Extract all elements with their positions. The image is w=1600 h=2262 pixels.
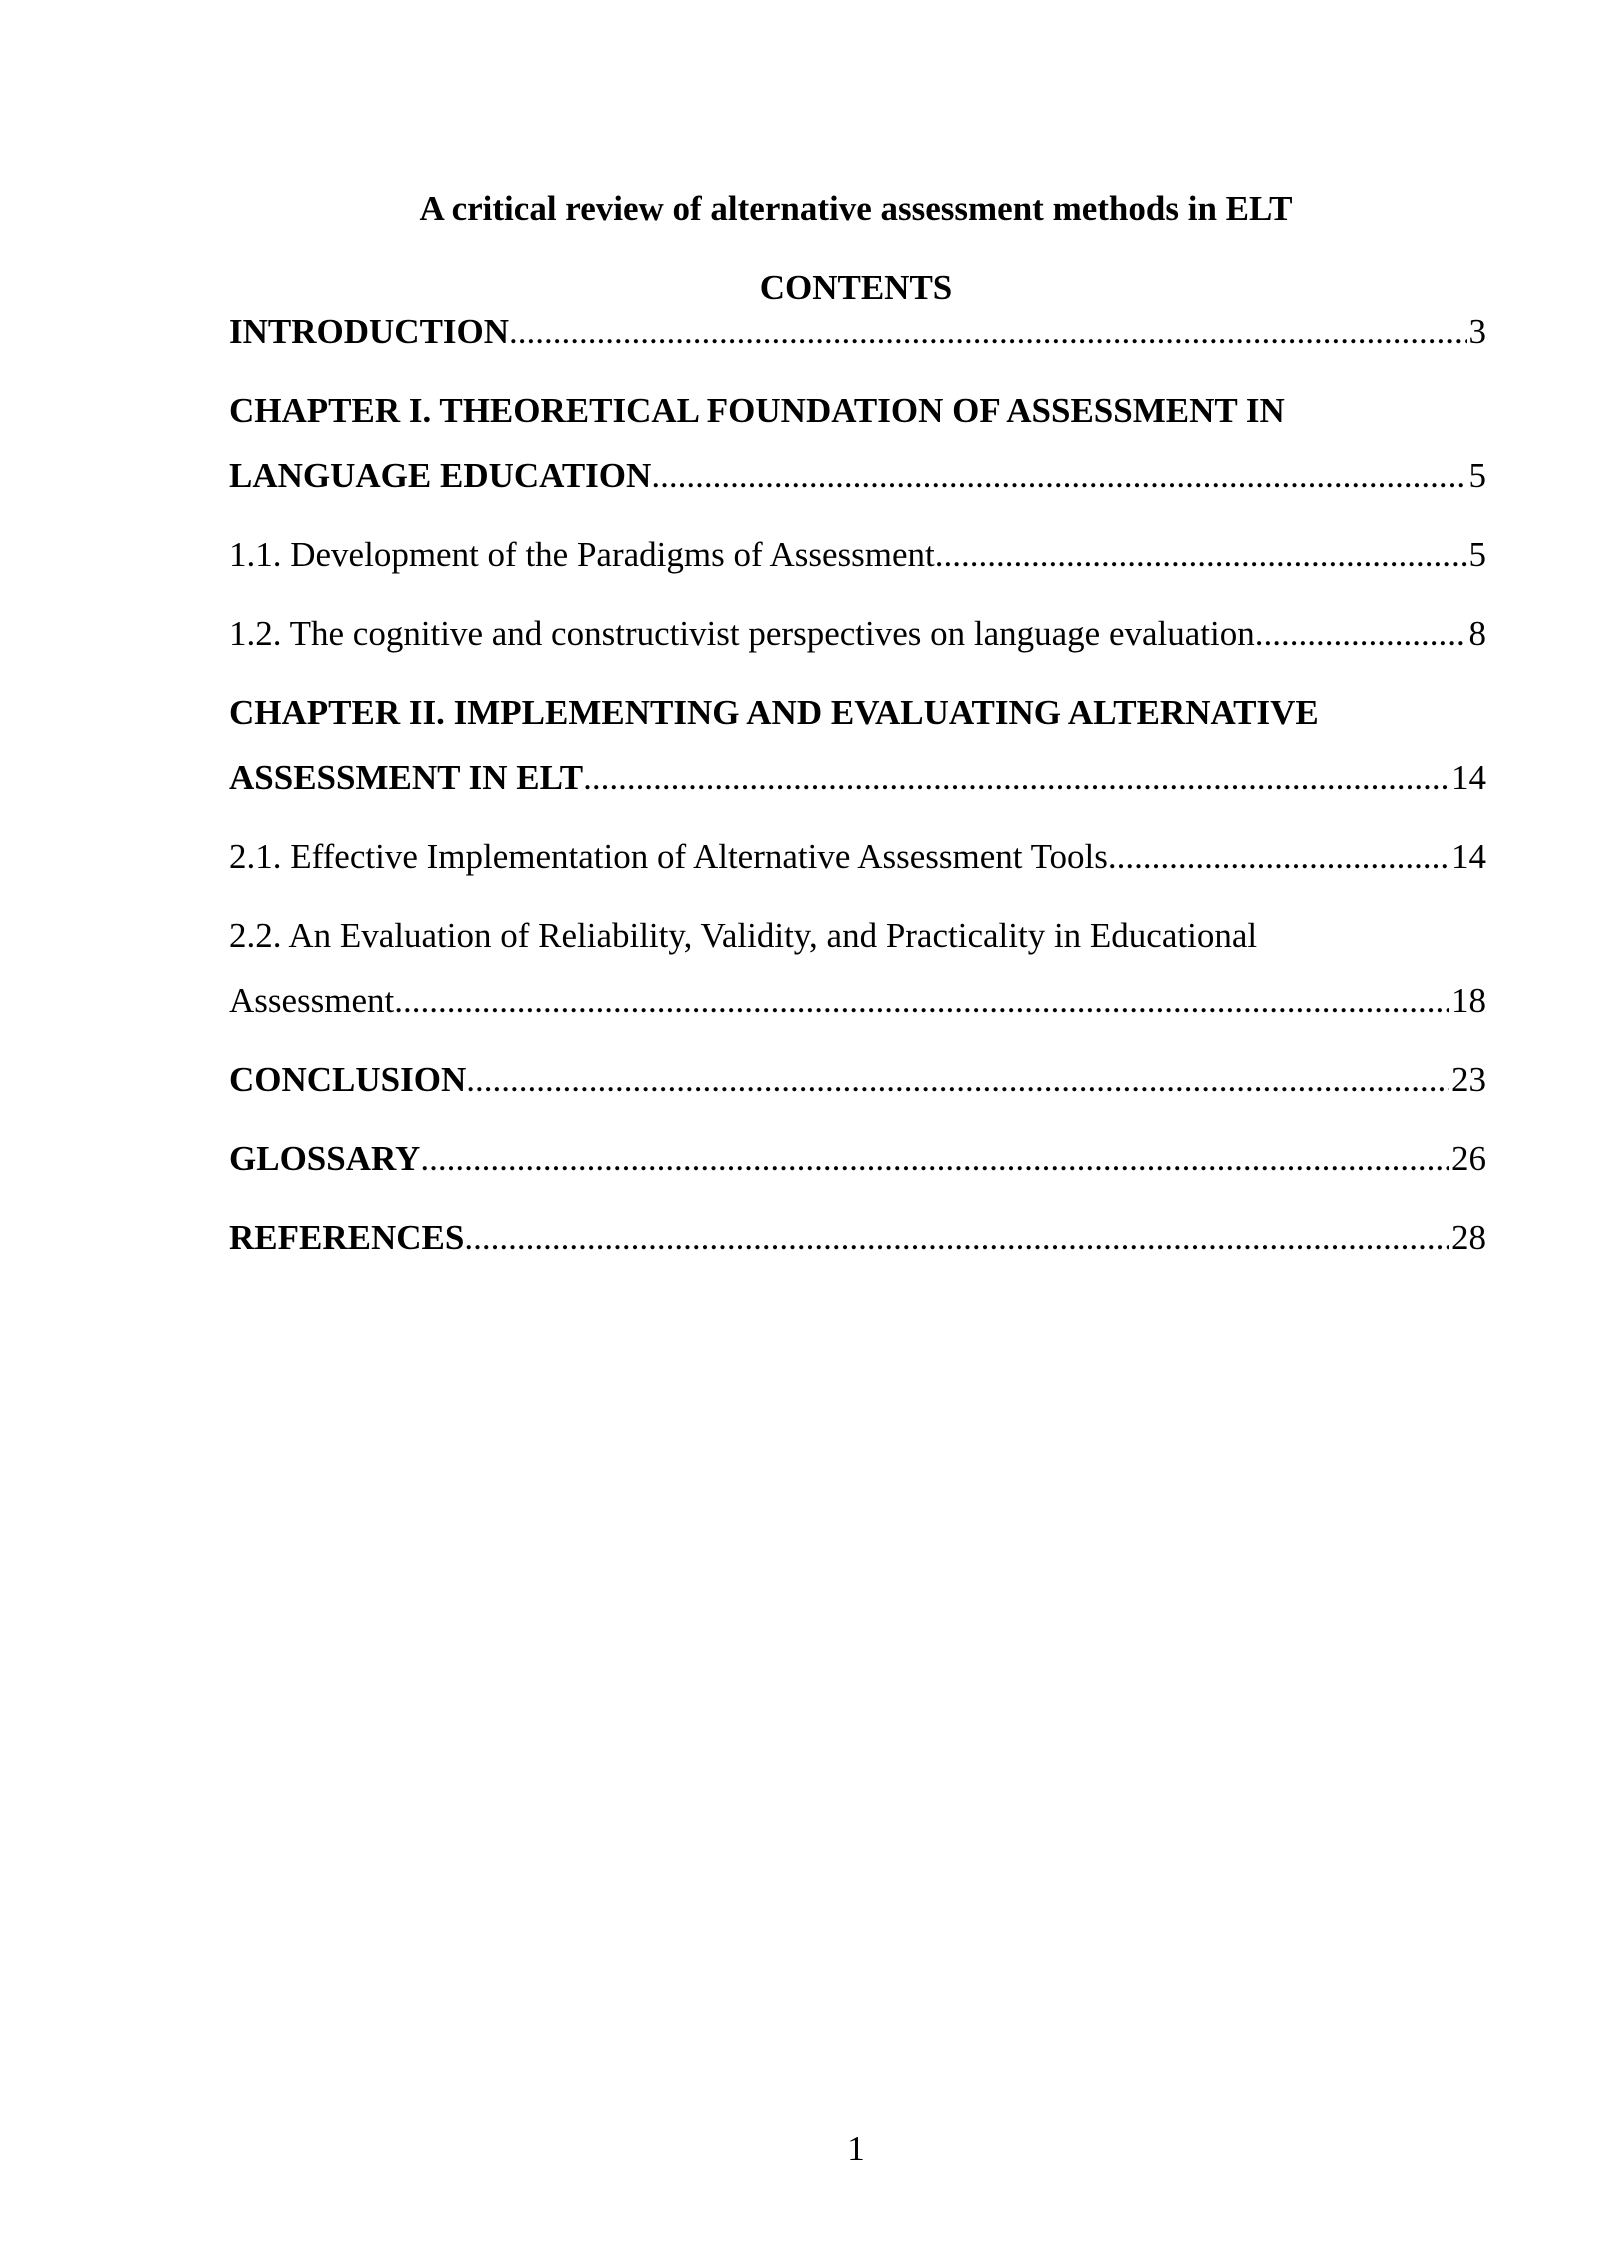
toc-entry-label: ASSESSMENT IN ELT [229,758,584,797]
dot-leader [935,529,1467,581]
dot-leader [1108,831,1449,883]
toc-page-number: 28 [1451,1218,1486,1257]
toc-page-number: 8 [1468,614,1486,653]
toc-page-number: 23 [1451,1060,1486,1099]
toc-entry-section-2-1[interactable] [229,831,1486,883]
toc-entry-label: Assessment [229,981,395,1020]
toc-entry-section-2-2[interactable] [229,975,1486,1027]
toc-entry-label: INTRODUCTION [229,312,510,351]
toc-entry-label: CHAPTER II. IMPLEMENTING AND EVALUATING ALTERNATIVE [229,693,1319,732]
toc-page-number: 5 [1468,535,1486,574]
toc-entry-section-1-2[interactable] [229,608,1486,660]
dot-leader [420,1133,1449,1185]
toc-entry-label: 1.2. The cognitive and constructivist perspectives on language evaluation [229,614,1255,653]
dot-leader [651,450,1466,502]
toc-entry-chapter2[interactable] [229,752,1486,804]
toc-entry-label: LANGUAGE EDUCATION [229,456,652,495]
toc-entry-label: 1.1. Development of the Paradigms of Assessment [229,535,935,574]
dot-leader [466,1054,1449,1106]
dot-leader [464,1212,1449,1264]
toc-page-number: 3 [1468,312,1486,351]
toc-entry-chapter1[interactable] [229,450,1486,502]
toc-entry-label: CHAPTER I. THEORETICAL FOUNDATION OF ASSESSMENT IN [229,391,1285,430]
toc-entry-label: REFERENCES [229,1218,465,1257]
document-title: A critical review of alternative assessment methods in ELT [419,189,1293,228]
toc-entry-conclusion[interactable] [229,1054,1486,1106]
toc-page-number: 14 [1451,837,1486,876]
toc-entry-section-2-2-line1[interactable] [229,910,1486,962]
toc-page-number: 14 [1451,758,1486,797]
page-number: 1 [847,2129,865,2168]
toc-entry-label: CONCLUSION [229,1060,467,1099]
toc-entry-references[interactable] [229,1212,1486,1264]
contents-heading: CONTENTS [759,268,953,307]
dot-leader [1255,608,1467,660]
toc-entry-chapter2-line1[interactable] [229,687,1486,739]
toc-entry-label: 2.2. An Evaluation of Reliability, Validity, and Practicality in Educational [229,916,1258,955]
toc-entry-section-1-1[interactable] [229,529,1486,581]
dot-leader [583,752,1449,804]
toc-entry-label: GLOSSARY [229,1139,421,1178]
dot-leader [394,975,1449,1027]
toc-entry-introduction[interactable] [229,306,1486,358]
dot-leader [509,306,1466,358]
toc-page-number: 26 [1451,1139,1486,1178]
toc-page-number: 18 [1451,981,1486,1020]
toc-entry-chapter1-line1[interactable] [229,385,1486,437]
toc-entry-glossary[interactable] [229,1133,1486,1185]
toc-page-number: 5 [1468,456,1486,495]
toc-entry-label: 2.1. Effective Implementation of Alternative Assessment Tools [229,837,1108,876]
